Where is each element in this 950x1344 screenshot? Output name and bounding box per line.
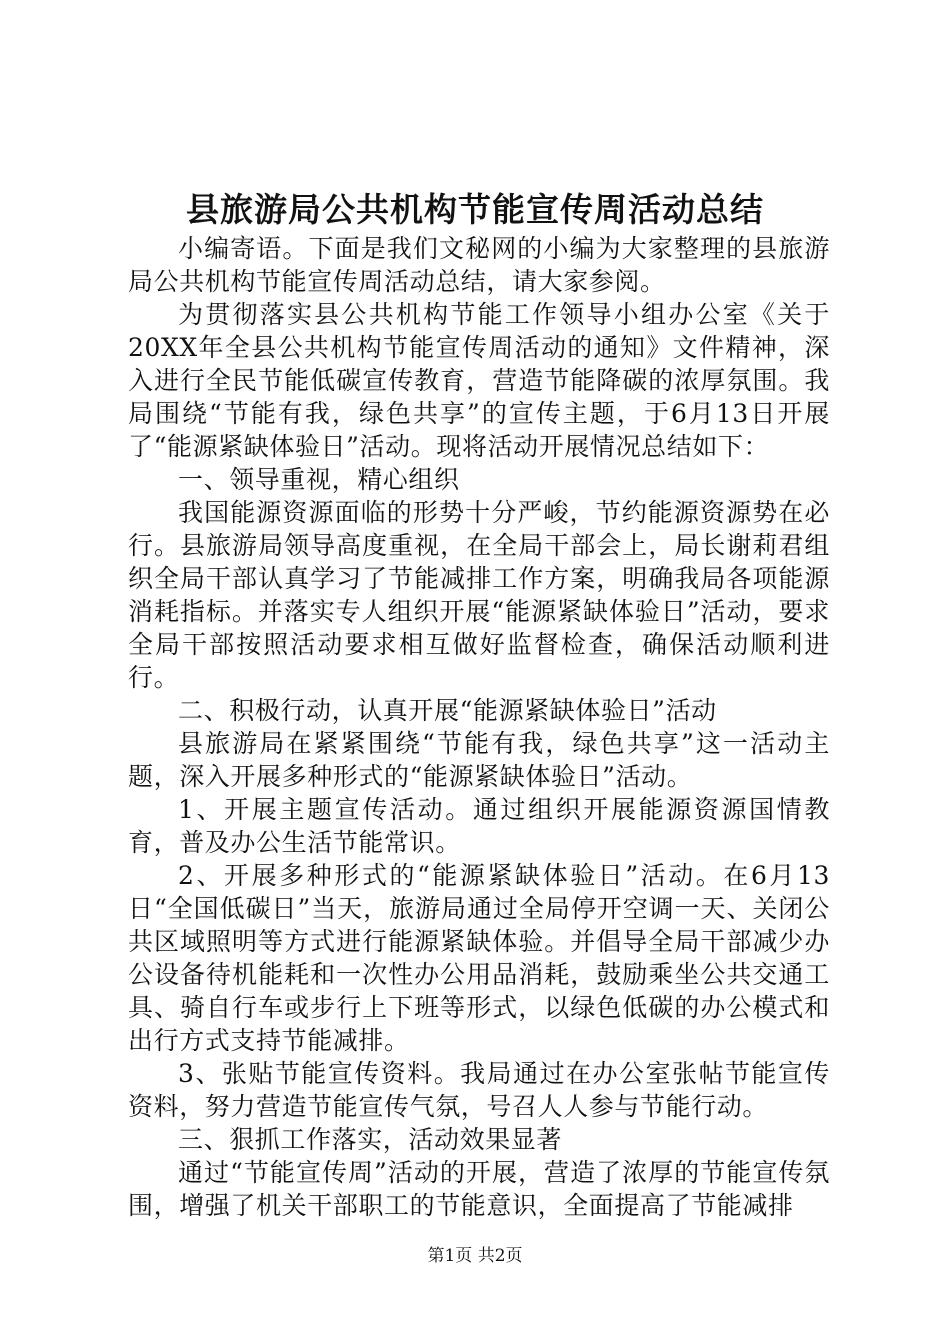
intro-paragraph: 小编寄语。下面是我们文秘网的小编为大家整理的县旅游局公共机构节能宣传周活动总结，请大家参阅。 (128, 234, 830, 296)
section-heading-1: 一、领导重视，精心组织 (178, 465, 460, 494)
document-body (128, 232, 830, 1222)
section-heading-2: 二、积极行动，认真开展“能源紧缺体验日”活动 (178, 696, 717, 725)
section-2-paragraph: 县旅游局在紧紧围绕“节能有我，绿色共享”这一活动主题，深入开展多种形式的“能源紧缺体验日”活动。 (128, 729, 830, 791)
section-2-item-2: 2、开展多种形式的“能源紧缺体验日”活动。在6月13日“全国低碳日”当天，旅游局通过全局停开空调一天、关闭公共区域照明等方式进行能源紧缺体验。并倡导全局干部减少办公设备待机能耗和一次性办公用品消耗，鼓励乘坐公共交通工具、骑自行车或步行上下班等形式，以绿色低碳的办公模式和出行方式支持节能减排。 (128, 861, 830, 1055)
section-3-paragraph: 通过“节能宣传周”活动的开展，营造了浓厚的节能宣传氛围，增强了机关干部职工的节能意识，全面提高了节能减排 (128, 1158, 830, 1220)
page-footer: 第1页 共2页 (427, 1246, 523, 1266)
section-2-item-1: 1、开展主题宣传活动。通过组织开展能源资源国情教育，普及办公生活节能常识。 (128, 795, 830, 857)
section-heading-3: 三、狠抓工作落实，活动效果显著 (178, 1125, 563, 1154)
document-title: 县旅游局公共机构节能宣传周活动总结 (186, 190, 764, 229)
section-2-item-3: 3、张贴节能宣传资料。我局通过在办公室张帖节能宣传资料，努力营造节能宣传气氛，号召人人参与节能行动。 (128, 1059, 830, 1121)
purpose-paragraph: 为贯彻落实县公共机构节能工作领导小组办公室《关于20XX年全县公共机构节能宣传周活动的通知》文件精神，深入进行全民节能低碳宣传教育，营造节能降碳的浓厚氛围。我局围绕“节能有我，绿色共享”的宣传主题，于6月13日开展了“能源紧缺体验日”活动。现将活动开展情况总结如下： (128, 300, 830, 461)
section-1-paragraph: 我国能源资源面临的形势十分严峻，节约能源资源势在必行。县旅游局领导高度重视，在全局干部会上，局长谢莉君组织全局干部认真学习了节能减排工作方案，明确我局各项能源消耗指标。并落实专人组织开展“能源紧缺体验日”活动，要求全局干部按照活动要求相互做好监督检查，确保活动顺利进行。 (128, 498, 830, 692)
